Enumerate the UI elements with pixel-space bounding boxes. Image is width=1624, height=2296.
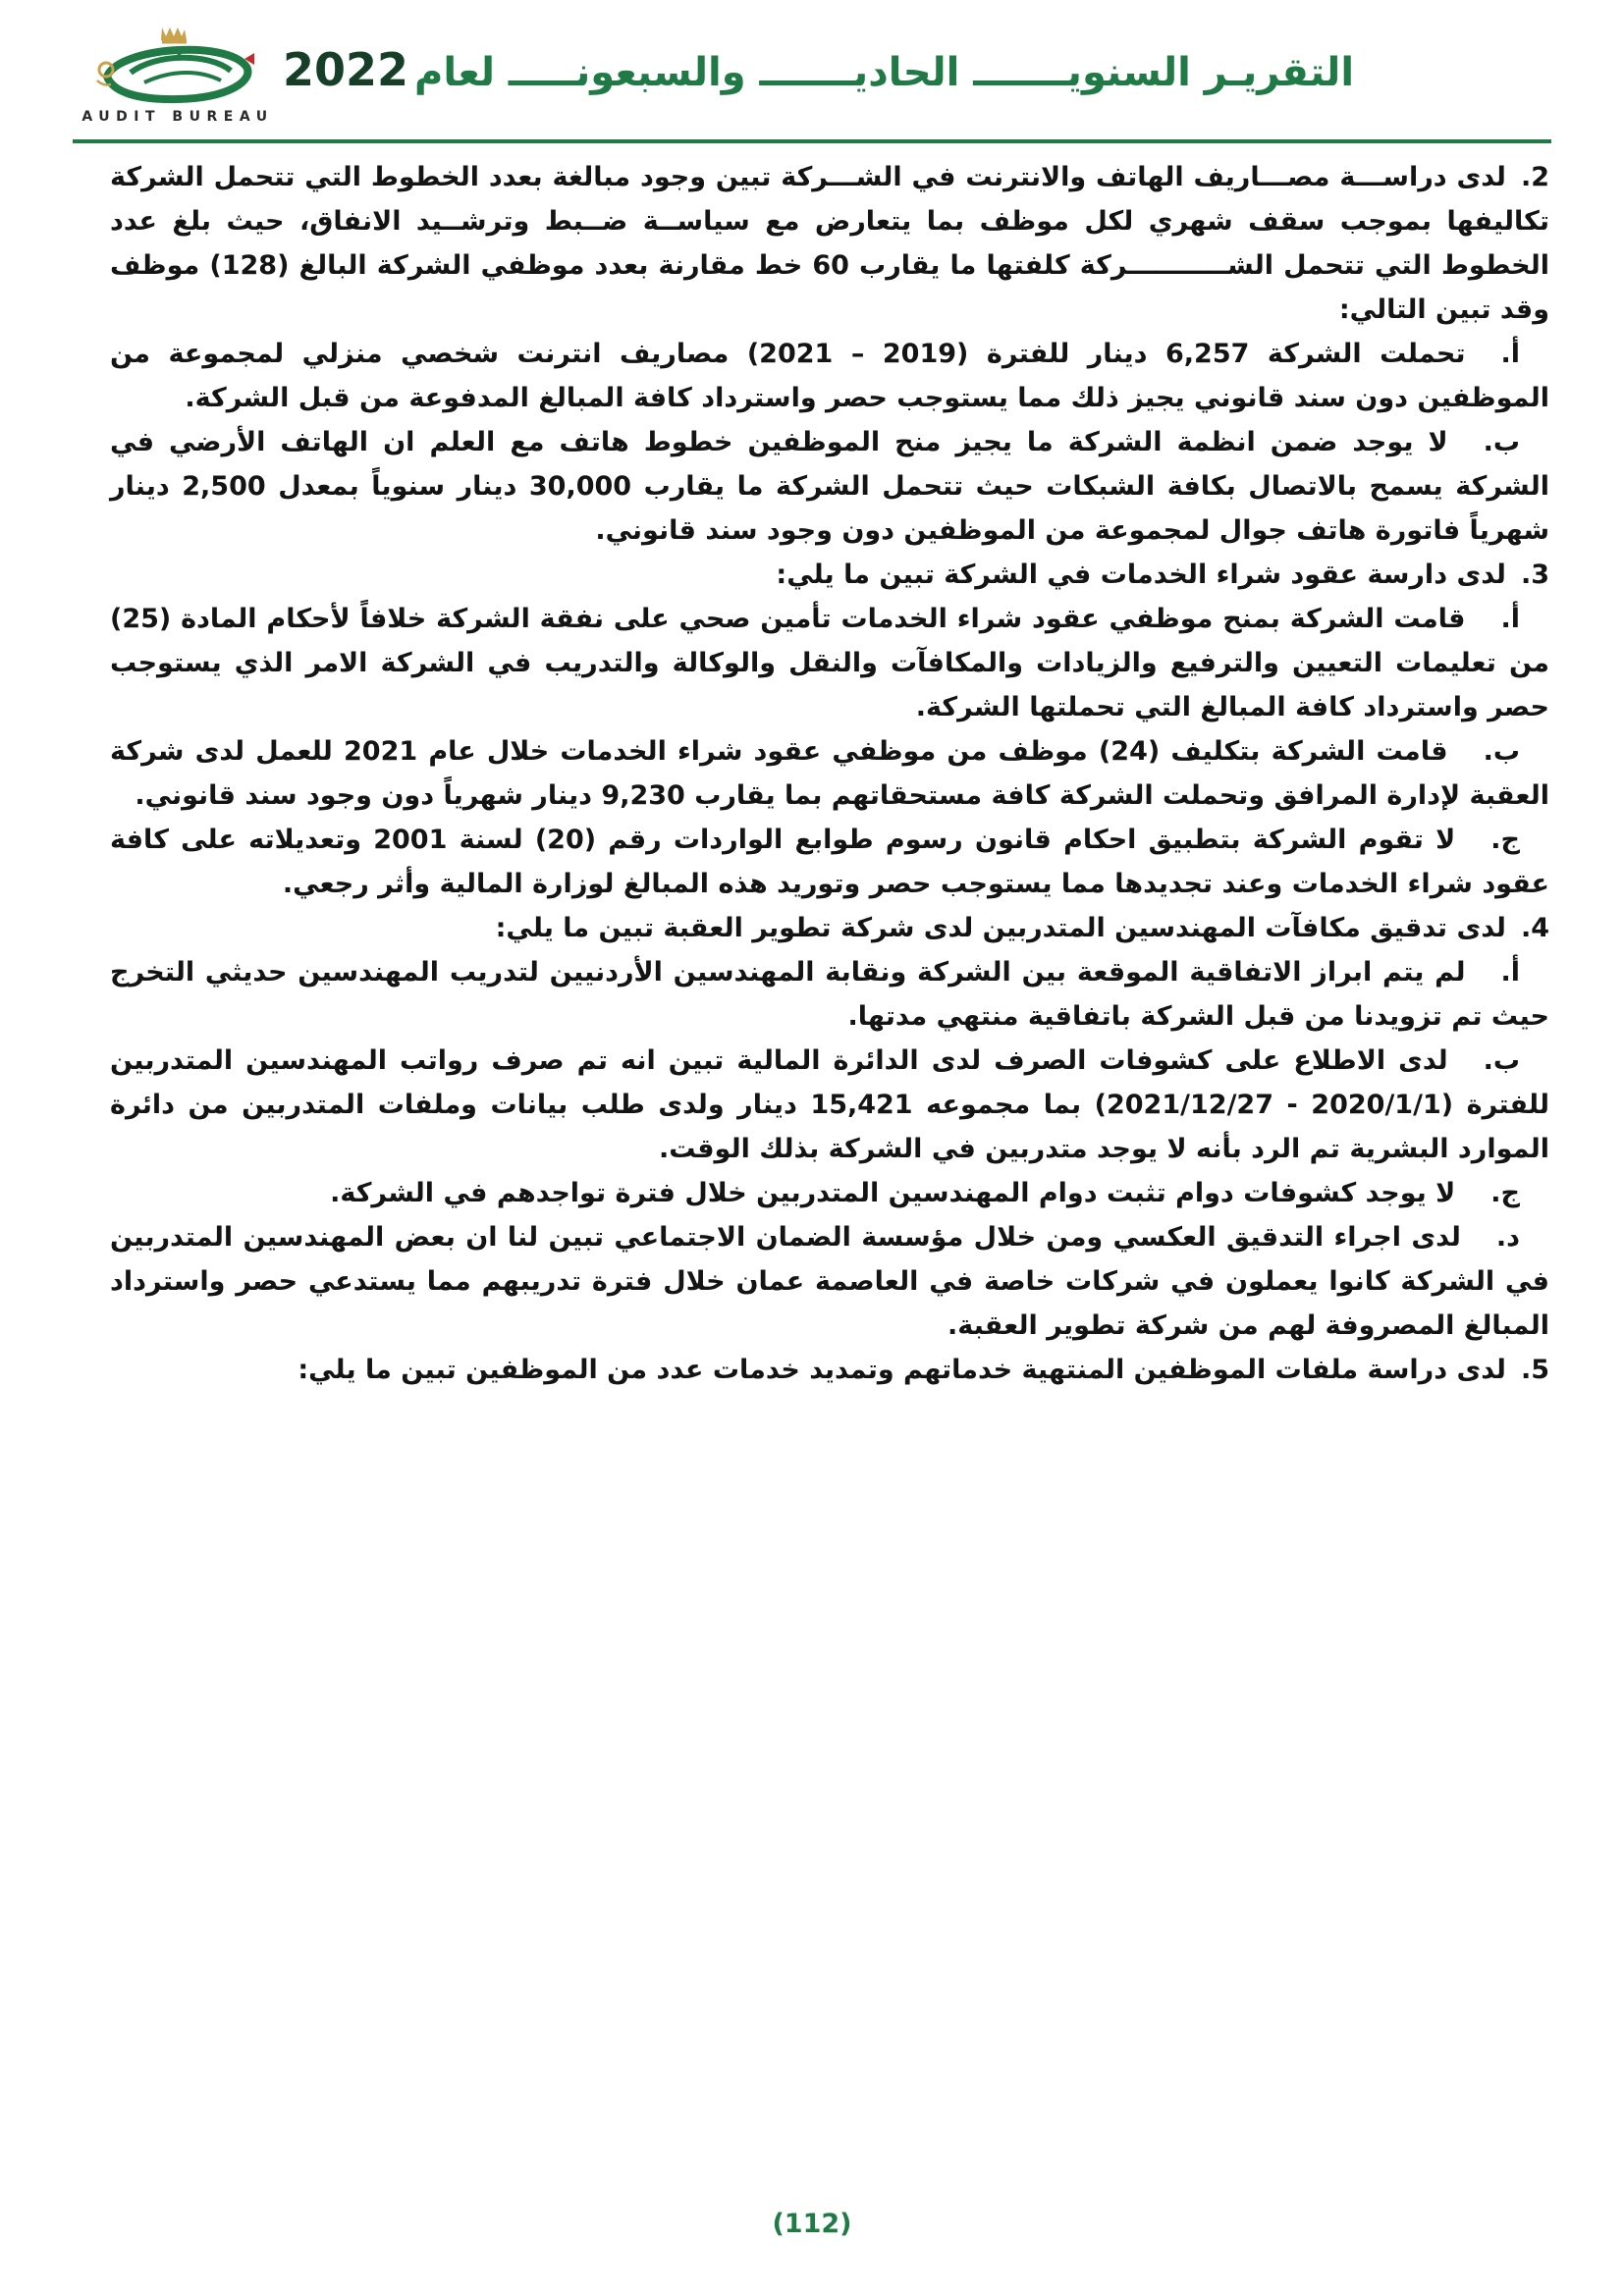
item-letter: أ. <box>1500 604 1520 634</box>
header-title-area <box>283 42 1624 96</box>
report-year: 2022 <box>283 42 409 96</box>
list-item-5 <box>110 1348 1549 1392</box>
logo-caption: AUDIT BUREAU <box>81 108 274 125</box>
item-number: 4. <box>1520 913 1549 943</box>
sub-item-4-a <box>110 950 1549 1039</box>
item-text: لدى دراســـة مصـــاريف الهاتف والانترنت في الشـــركة تبين وجود مبالغة بعدد الخطوط التي تتحمل الشركة تكاليفها بموجب سقف شهري لكل موظف بما يتعارض مع سياســة ضــبط وترشــيد الانفاق، حيث بلغ عدد الخطوط التي تتحمل الشـــــــــــركة كلفتها ما يقارب 60 خط مقارنة بعدد موظفي الشركة البالغ (128) موظف وقد تبين التالي: <box>110 162 1549 325</box>
sub-item-4-d <box>110 1215 1549 1348</box>
item-text: لا يوجد ضمن انظمة الشركة ما يجيز منح الموظفين خطوط هاتف مع العلم ان الهاتف الأرضي في الشركة يسمح بالاتصال بكافة الشبكات حيث تتحمل الشركة ما يقارب 30,000 دينار سنوياً بمعدل 2,500 دينار شهرياً فاتورة هاتف جوال لمجموعة من الموظفين دون وجود سند قانوني. <box>110 427 1549 546</box>
list-item-2 <box>110 155 1549 332</box>
item-letter: ب. <box>1483 736 1520 767</box>
sub-item-4-b <box>110 1039 1549 1171</box>
item-text: لا تقوم الشركة بتطبيق احكام قانون رسوم طوابع الواردات رقم (20) لسنة 2001 وتعديلاته على كافة عقود شراء الخدمات وعند تجديدها مما يستوجب حصر وتوريد هذه المبالغ لوزارة المالية وأثر رجعي. <box>110 825 1549 899</box>
item-text: لدى دارسة عقود شراء الخدمات في الشركة تبين ما يلي: <box>776 560 1506 590</box>
sub-item-3-b <box>110 729 1549 818</box>
item-text: لدى تدقيق مكافآت المهندسين المتدربين لدى شركة تطوير العقبة تبين ما يلي: <box>495 913 1506 943</box>
sub-item-2-a <box>110 332 1549 420</box>
item-letter: ب. <box>1483 1045 1520 1076</box>
item-text: لدى الاطلاع على كشوفات الصرف لدى الدائرة المالية تبين انه تم صرف رواتب المهندسين المتدربين للفترة (2020/1/1 - 2021/12/27) بما مجموعه 15,421 دينار ولدى طلب بيانات وملفات المتدربين من دائرة الموارد البشرية تم الرد بأنه لا يوجد متدربين في الشركة بذلك الوقت. <box>110 1045 1549 1164</box>
item-letter: أ. <box>1500 339 1520 369</box>
item-letter: د. <box>1495 1222 1520 1253</box>
sub-item-3-a <box>110 597 1549 729</box>
calligraphy-swirl <box>107 48 247 98</box>
item-number: 2. <box>1520 162 1549 192</box>
item-number: 5. <box>1520 1355 1549 1385</box>
audit-bureau-logo-icon <box>80 24 276 108</box>
item-number: 3. <box>1520 560 1549 590</box>
sub-item-3-c <box>110 818 1549 906</box>
item-text: لا يوجد كشوفات دوام تثبت دوام المهندسين المتدربين خلال فترة تواجدهم في الشركة. <box>330 1178 1456 1208</box>
item-text: لدى دراسة ملفات الموظفين المنتهية خدماتهم وتمديد خدمات عدد من الموظفين تبين ما يلي: <box>298 1355 1506 1385</box>
item-letter: ج. <box>1490 1178 1520 1208</box>
item-text: قامت الشركة بمنح موظفي عقود شراء الخدمات تأمين صحي على نفقة الشركة خلافاً لأحكام المادة (25) من تعليمات التعيين والترفيع والزيادات والمكافآت والنقل والوكالة والتدريب في الشركة الامر الذي يستوجب حصر واسترداد كافة المبالغ التي تحملتها الشركة. <box>110 604 1549 722</box>
crown-icon <box>161 27 187 44</box>
item-letter: ب. <box>1483 427 1520 457</box>
sub-item-4-c <box>110 1171 1549 1215</box>
item-letter: أ. <box>1500 957 1520 988</box>
page-title <box>283 42 1355 96</box>
report-title-text: التقريـر السنويـــــــ الحاديـــــــ والسبعونـــــ لعام <box>414 49 1355 95</box>
sub-item-2-b <box>110 420 1549 553</box>
document-body <box>0 143 1624 1392</box>
page-header <box>0 0 1624 139</box>
item-text: لم يتم ابراز الاتفاقية الموقعة بين الشركة ونقابة المهندسين الأردنيين لتدريب المهندسين حديثي التخرج حيث تم تزويدنا من قبل الشركة باتفاقية منتهي مدتها. <box>110 957 1549 1032</box>
list-item-4 <box>110 906 1549 950</box>
item-text: تحملت الشركة 6,257 دينار للفترة (2019 – 2021) مصاريف انترنت شخصي منزلي لمجموعة من الموظفين دون سند قانوني يجيز ذلك مما يستوجب حصر واسترداد كافة المبالغ المدفوعة من قبل الشركة. <box>110 339 1549 413</box>
audit-bureau-logo <box>73 16 283 125</box>
item-text: لدى اجراء التدقيق العكسي ومن خلال مؤسسة الضمان الاجتماعي تبين لنا ان بعض المهندسين المتدربين في الشركة كانوا يعملون في شركات خاصة في العاصمة عمان خلال فترة تدريبهم مما يستدعي حصر واسترداد المبالغ المصروفة لهم من شركة تطوير العقبة. <box>110 1222 1549 1341</box>
item-letter: ج. <box>1490 825 1520 855</box>
item-text: قامت الشركة بتكليف (24) موظف من موظفي عقود شراء الخدمات خلال عام 2021 للعمل لدى شركة العقبة لإدارة المرافق وتحملت الشركة كافة مستحقاتهم بما يقارب 9,230 دينار شهرياً دون وجود سند قانوني. <box>110 736 1549 811</box>
page-number: (112) <box>772 2209 852 2239</box>
list-item-3 <box>110 553 1549 597</box>
